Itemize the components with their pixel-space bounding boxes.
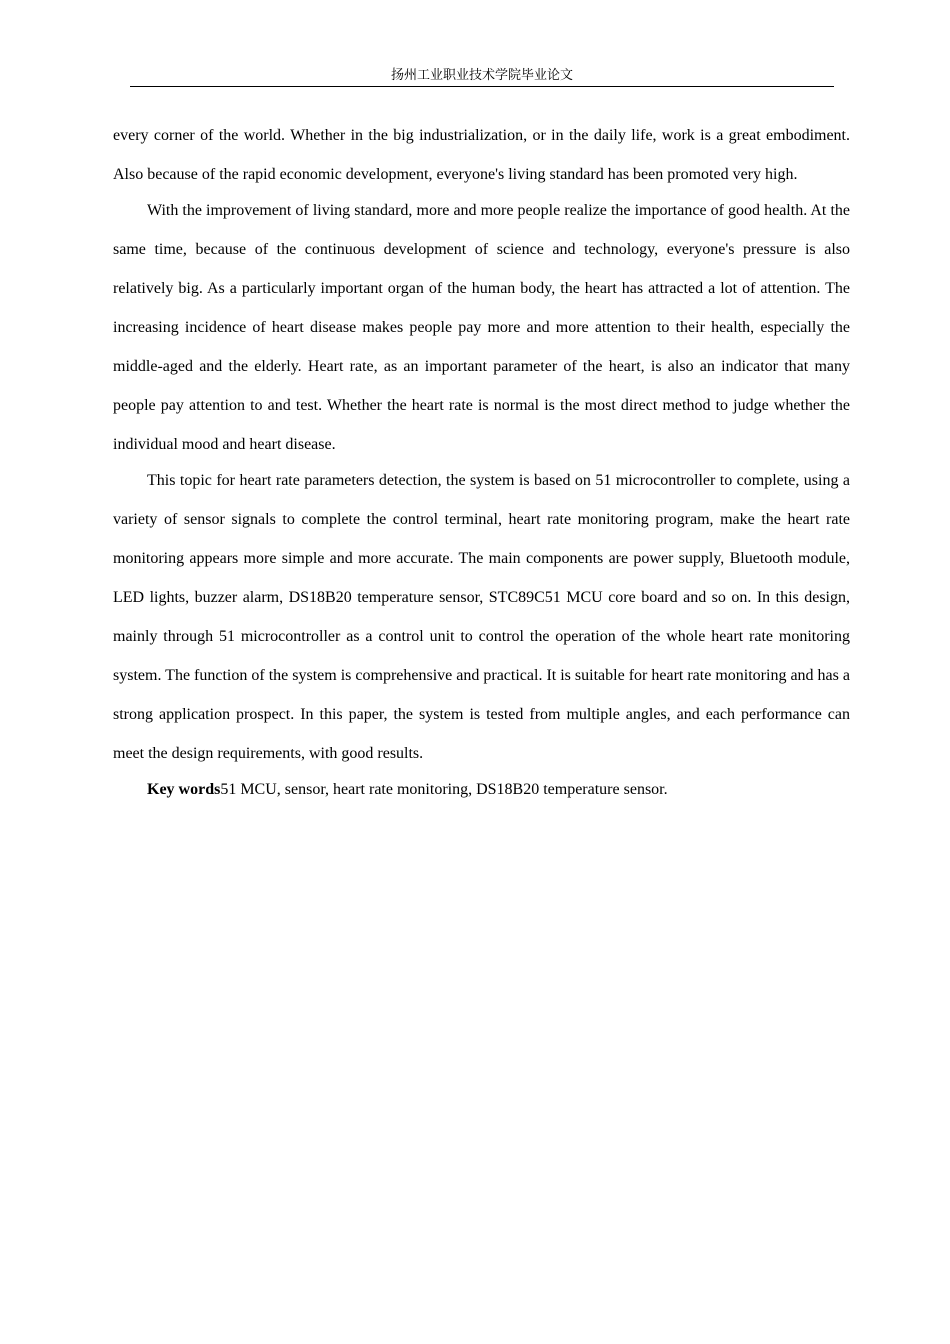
keywords-line: [113, 770, 850, 809]
keywords-label: Key words: [147, 781, 221, 798]
paragraph-living-standard: With the improvement of living standard, more and more people realize the importance of good health. At the same time, because of the continuous development of science and technology, everyone's pressure is also relatively big. As a particularly important organ of the human body, the heart has attracted a lot of attention. The increasing incidence of heart disease makes people pay more and more attention to their health, especially the middle-aged and the elderly. Heart rate, as an important parameter of the heart, is also an indicator that many people pay attention to and test. Whether the heart rate is normal is the most direct method to judge whether the individual mood and heart disease.: [113, 202, 850, 453]
keywords-text: 51 MCU, sensor, heart rate monitoring, DS18B20 temperature sensor.: [220, 781, 668, 798]
document-body: [113, 116, 850, 809]
paragraph-continuation: every corner of the world. Whether in the big industrialization, or in the daily life, work is a great embodiment. Also because of the rapid economic development, everyone's living standard has been promoted very high.: [113, 127, 850, 183]
page-header: [130, 66, 834, 87]
paragraph-system-design: This topic for heart rate parameters detection, the system is based on 51 microcontroller to complete, using a variety of sensor signals to complete the control terminal, heart rate monitoring program, make the heart rate monitoring appears more simple and more accurate. The main components are power supply, Bluetooth module, LED lights, buzzer alarm, DS18B20 temperature sensor, STC89C51 MCU core board and so on. In this design, mainly through 51 microcontroller as a control unit to control the operation of the whole heart rate monitoring system. The function of the system is comprehensive and practical. It is suitable for heart rate monitoring and has a strong application prospect. In this paper, the system is tested from multiple angles, and each performance can meet the design requirements, with good results.: [113, 472, 850, 762]
header-title: 扬州工业职业技术学院毕业论文: [390, 68, 573, 83]
